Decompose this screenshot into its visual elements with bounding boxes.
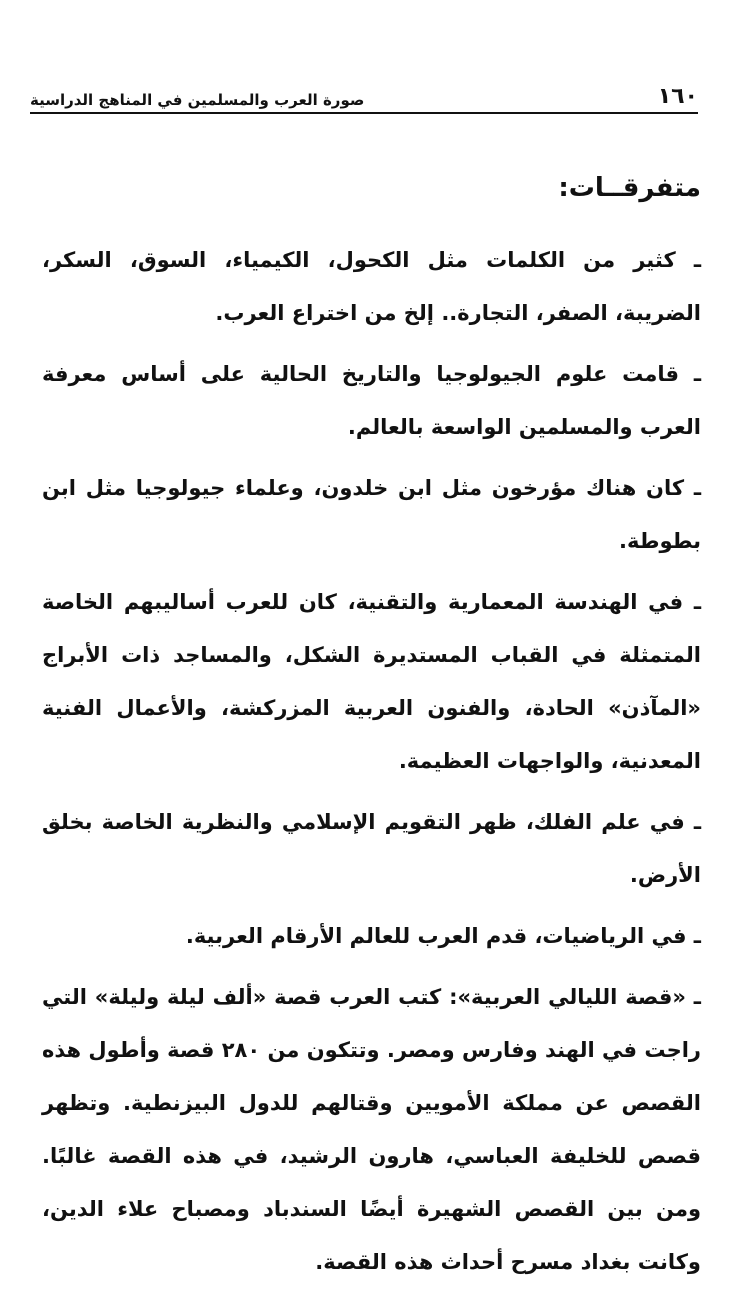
section-title: متفرقــات: xyxy=(558,173,701,203)
paragraph-text: ـ قامت علوم الجيولوجيا والتاريخ الحالية على أساس معرفة العرب والمسلمين الواسعة بالعالم. xyxy=(42,362,701,439)
paragraph-text: ـ كان هناك مؤرخون مثل ابن خلدون، وعلماء جيولوجيا مثل ابن بطوطة. xyxy=(42,476,701,553)
page-content xyxy=(42,160,701,1297)
paragraph xyxy=(42,234,701,340)
running-title: صورة العرب والمسلمين في المناهج الدراسية xyxy=(30,91,365,109)
paragraph-text: ـ في الهندسة المعمارية والتقنية، كان للعرب أساليبهم الخاصة المتمثلة في القباب المستديرة الشكل، والمساجد ذات الأبراج «المآذن» الحادة، والفنون العربية المزركشة، والأعمال الفنية المعدنية، والواجهات العظيمة. xyxy=(42,590,701,773)
paragraph xyxy=(42,576,701,788)
paragraph xyxy=(42,348,701,454)
paragraph xyxy=(42,971,701,1289)
paragraph-text: ـ في الرياضيات، قدم العرب للعالم الأرقام العربية. xyxy=(185,924,701,948)
paragraph-text: ـ «قصة الليالي العربية»: كتب العرب قصة «ألف ليلة وليلة» التي راجت في الهند وفارس ومصر. وتتكون من ٢٨٠ قصة وأطول هذه القصص عن مملكة الأمويين وقتالهم للدول البيزنطية. وتظهر قصص للخليفة العباسي، هارون الرشيد، في هذه القصة غالبًا. ومن بين القصص الشهيرة أيضًا السندباد ومصباح علاء الدين، وكانت بغداد مسرح أحداث هذه القصة. xyxy=(42,985,702,1274)
paragraph xyxy=(42,462,701,568)
paragraph-text: ـ في علم الفلك، ظهر التقويم الإسلامي والنظرية الخاصة بخلق الأرض. xyxy=(42,810,701,887)
paragraph xyxy=(42,796,701,902)
paragraph xyxy=(42,910,701,963)
page-number: ١٦٠ xyxy=(657,84,698,109)
paragraph-text: ـ كثير من الكلمات مثل الكحول، الكيمياء، السوق، السكر، الضريبة، الصفر، التجارة.. إلخ من اختراع العرب. xyxy=(42,248,701,325)
page-header xyxy=(30,80,698,108)
header-divider xyxy=(30,112,698,114)
